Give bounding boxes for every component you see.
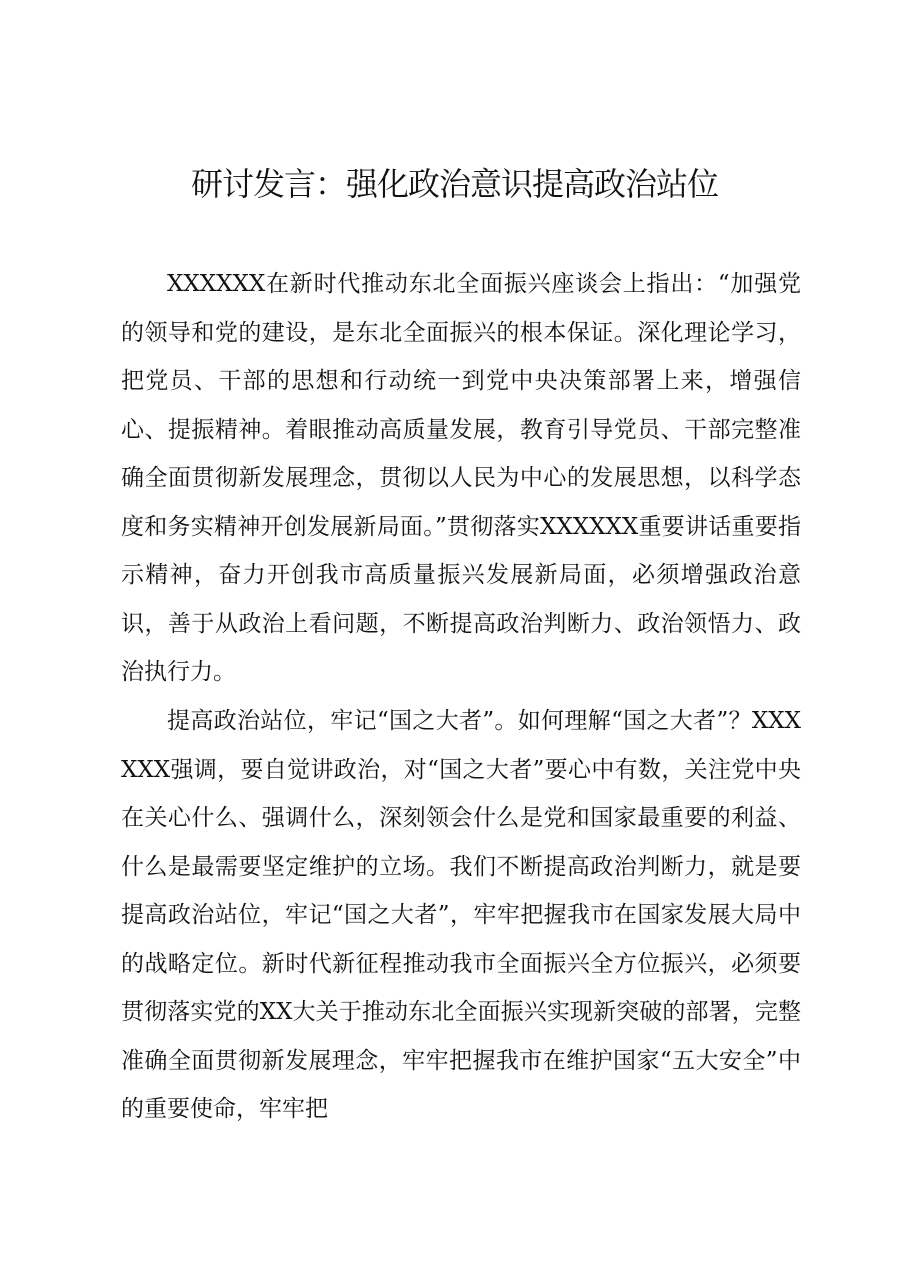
paragraph-2: 提高政治站位，牢记“国之大者”。如何理解“国之大者”？XXXXXX强调，要自觉讲政治，对“国之大者”要心中有数，关注党中央在关心什么、强调什么，深刻领会什么是党和国家最重要的利益、什么是最需要坚定维护的立场。我们不断提高政治判断力，就是要提高政治站位，牢记“国之大者”，牢牢把握我市在国家发展大局中的战略定位。新时代新征程推动我市全面振兴全方位振兴，必须要贯彻落实党的XX大关于推动东北全面振兴实现新突破的部署，完整准确全面贯彻新发展理念，牢牢把握我市在维护国家“五大安全”中的重要使命，牢牢把 (121, 708, 801, 1122)
paragraph-1: XXXXXX在新时代推动东北全面振兴座谈会上指出：“加强党的领导和党的建设，是东北全面振兴的根本保证。深化理论学习，把党员、干部的思想和行动统一到党中央决策部署上来，增强信心、提振精神。着眼推动高质量发展，教育引导党员、干部完整准确全面贯彻新发展理念，贯彻以人民为中心的发展思想，以科学态度和务实精神开创发展新局面。”贯彻落实XXXXXX重要讲话重要指示精神，奋力开创我市高质量振兴发展新局面，必须增强政治意识，善于从政治上看问题，不断提高政治判断力、政治领悟力、政治执行力。 (121, 271, 801, 685)
document-title: 研讨发言：强化政治意识提高政治站位 (190, 165, 718, 203)
